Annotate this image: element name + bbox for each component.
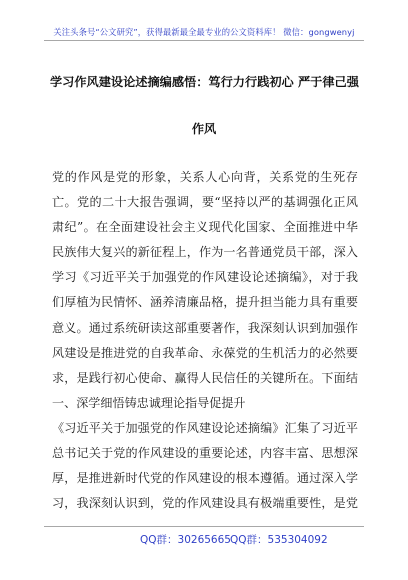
bottom-divider bbox=[44, 526, 364, 527]
body-paragraph-intro: 党的作风是党的形象，关系人心向背，关系党的生死存亡。党的二十大报告强调，要“坚持以严的基调强化正风肃纪”。在全面建设社会主义现代化国家、全面推进中华民族伟大复兴的新征程上，作为一名普通党员干部，深入学习《习近平关于加强党的作风建设论述摘编》，对于我们厚植为民情怀、涵养清廉品格，提升担当能力具有重要意义。通过系统研读这部重要著作，我深刻认识到加强作风建设是推进党的自我革命、永葆党的生机活力的必然要求，是践行初心使命、赢得人民信任的关键所在。下面结 bbox=[52, 170, 358, 385]
document-title-continued: 作风 bbox=[191, 122, 217, 136]
section-heading: 一、深学细悟铸忠诚理论指导促提升 bbox=[52, 396, 246, 410]
footer-qq-group-1: QQ群：30265665 bbox=[140, 534, 231, 546]
footer-qq-group-2: QQ群：535304092 bbox=[230, 534, 328, 546]
document-title: 学习作风建设论述摘编感悟：笃行力行践初心 严于律己强 bbox=[50, 75, 359, 89]
top-banner: 关注头条号“公文研究”，获得最新最全最专业的公文资料库！ 微信：gongwenyj bbox=[53, 27, 355, 37]
top-divider bbox=[44, 40, 364, 41]
body-paragraph-section1: 《习近平关于加强党的作风建设论述摘编》汇集了习近平总书记关于党的作风建设的重要论述，内容丰富、思想深厚，是推进新时代党的作风建设的根本遵循。通过深入学习，我深刻认识到，党的作风建设具有极端重要性，是党 bbox=[52, 421, 358, 511]
